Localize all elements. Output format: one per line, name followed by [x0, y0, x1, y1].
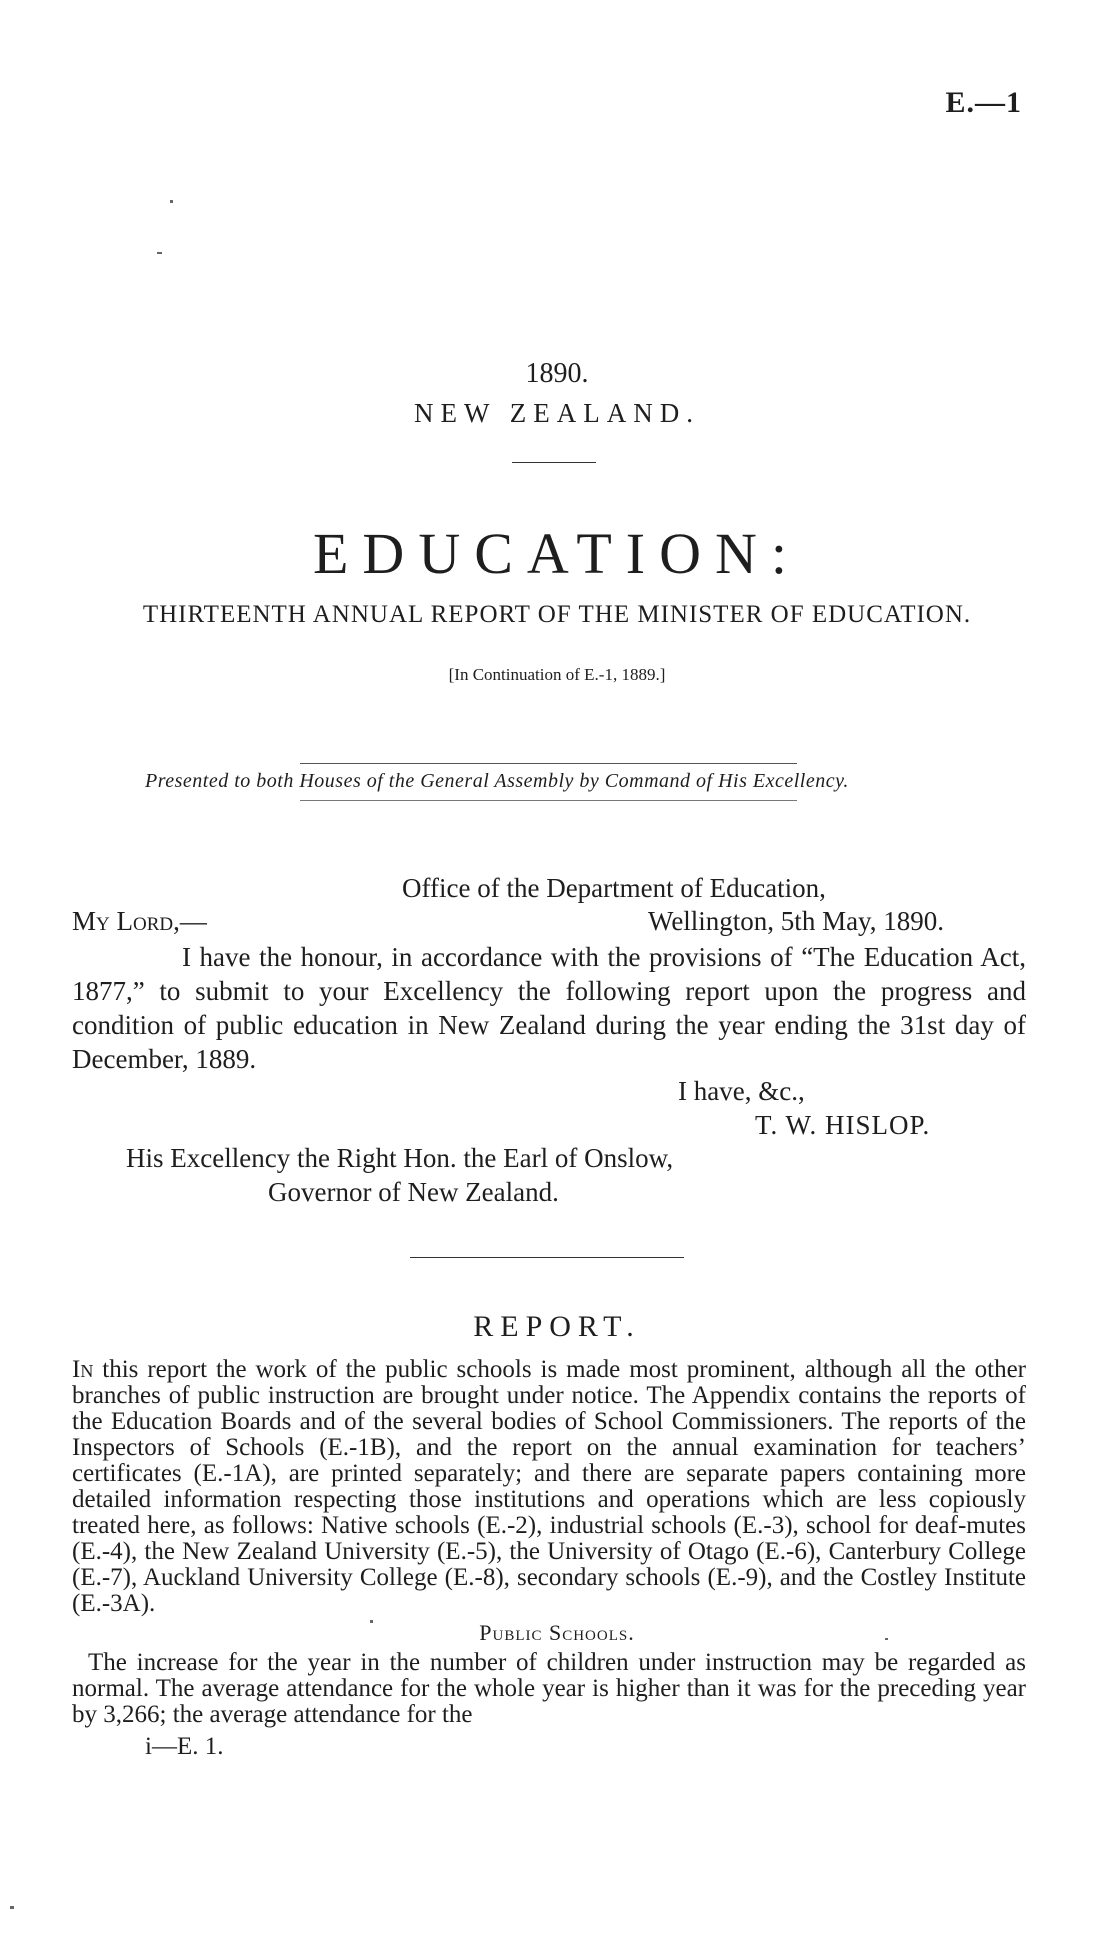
report-first-word: In — [72, 1356, 94, 1383]
section-paragraph: The increase for the year in the number of children under instruction may be regarded as normal. The average attendance for the whole year is higher than it was for the preceding year by 3,266; the average attendance for the — [72, 1649, 1026, 1728]
scan-speck — [370, 1620, 373, 1623]
letter-addressee: His Excellency the Right Hon. the Earl of Onslow, — [126, 1143, 674, 1173]
page-reference: E.—1 — [945, 86, 1022, 119]
scan-speck — [170, 200, 173, 203]
letter-salutation: My Lord,— — [72, 906, 207, 936]
continuation-note: [In Continuation of E.-1, 1889.] — [448, 665, 666, 684]
letter-date: Wellington, 5th May, 1890. — [648, 906, 945, 936]
document-title: EDUCATION: — [313, 521, 801, 586]
year: 1890. — [525, 358, 589, 389]
country: NEW ZEALAND. — [414, 398, 700, 428]
divider-rule — [300, 763, 797, 764]
divider-rule — [300, 800, 797, 801]
divider-rule — [410, 1257, 684, 1258]
letter-office: Office of the Department of Education, — [402, 873, 826, 903]
signature-mark: i—E. 1. — [145, 1733, 224, 1760]
document-subtitle: THIRTEENTH ANNUAL REPORT OF THE MINISTER OF EDUCATION. — [142, 601, 972, 628]
letter-closing: I have, &c., — [678, 1076, 805, 1106]
letter-signature: T. W. HISLOP. — [755, 1110, 931, 1140]
report-paragraph-text: this report the work of the public schools is made most prominent, although all the other branches of public instruction are brought under notice. The Appendix contains the reports of the Education Boards and of the several bodies of School Commissioners. The reports of the Inspectors of Schools (E.-1B), and the report on the annual examination for teachers’ certificates (E.-1A), are printed separately; and there are separate papers containing more detailed information respecting those institutions and operations which are less copiously treated here, as follows: Native schools (E.-2), industrial schools (E.-3), school for deaf-mutes (E.-4), the New Zealand University (E.-5), the University of Otago (E.-6), Canterbury College (E.-7), Auckland University College (E.-8), secondary schools (E.-9), and the Costley Institute (E.-3A). — [72, 1356, 1026, 1617]
scan-speck — [885, 1638, 888, 1640]
report-heading: REPORT. — [473, 1310, 641, 1343]
scan-speck — [157, 252, 162, 254]
letter-body: I have the honour, in accordance with the provisions of “The Education Act, 1877,” to submit to your Excellency the following report upon the progress and condition of public education in New Zealand during the year ending the 31st day of December, 1889. — [72, 942, 1026, 1074]
report-paragraph — [72, 1357, 1026, 1617]
presented-line: Presented to both Houses of the General Assembly by Command of His Excellency. — [145, 770, 849, 792]
scan-speck — [10, 1906, 14, 1909]
divider-rule — [512, 462, 596, 463]
section-heading: Public Schools. — [479, 1620, 635, 1645]
letter-addressee-title: Governor of New Zealand. — [268, 1177, 559, 1207]
